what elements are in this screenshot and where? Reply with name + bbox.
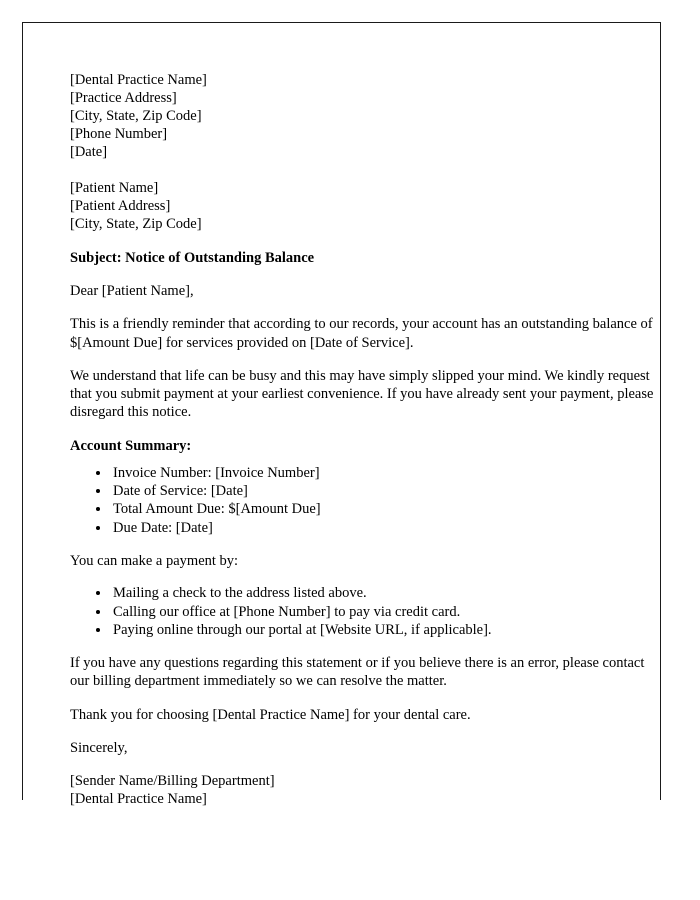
letter-date: [Date] [70, 144, 108, 160]
body-paragraph-1: This is a friendly reminder that according to our records, your account has an outstanding balance of $[Amount Due] for services provided on [Date of Service]. [70, 316, 653, 351]
recipient-patient-address: [Patient Address] [70, 198, 171, 214]
list-item: • Due Date: [Date] [111, 519, 658, 537]
body-paragraph-4: Thank you for choosing [Dental Practice Name] for your dental care. [70, 706, 471, 723]
account-summary-heading: Account Summary: [70, 437, 192, 454]
body-paragraph-2: We understand that life can be busy and this may have simply slipped your mind. We kindly request that you submit payment at your earliest convenience. If you have already sent your payment, please disregard this notice. [70, 367, 654, 421]
list-item: • Total Amount Due: $[Amount Due] [111, 500, 658, 518]
signature-practice-name: [Dental Practice Name] [70, 791, 207, 808]
recipient-address-block [70, 179, 658, 233]
signature-block [70, 772, 658, 808]
address-spacer [70, 161, 658, 179]
sender-practice-name: [Dental Practice Name] [70, 72, 207, 88]
list-item: • Date of Service: [Date] [111, 482, 658, 500]
body-paragraph-3: If you have any questions regarding this statement or if you believe there is an error, please contact our billing department immediately so we can resolve the matter. [70, 655, 645, 690]
account-summary-list [70, 464, 658, 537]
payment-methods-list [70, 584, 658, 639]
document-page-border [22, 22, 661, 808]
sender-city-state-zip: [City, State, Zip Code] [70, 108, 202, 124]
recipient-patient-name: [Patient Name] [70, 180, 159, 196]
sender-name-department: [Sender Name/Billing Department] [70, 773, 275, 790]
list-item: • Calling our office at [Phone Number] to pay via credit card. [111, 603, 658, 621]
sender-address-block [70, 71, 658, 161]
letter-content [70, 71, 658, 808]
closing-salutation: Sincerely, [70, 740, 128, 757]
list-item: • Paying online through our portal at [Website URL, if applicable]. [111, 621, 658, 639]
list-item: • Invoice Number: [Invoice Number] [111, 464, 658, 482]
payment-methods-intro: You can make a payment by: [70, 552, 239, 569]
list-item: • Mailing a check to the address listed above. [111, 584, 658, 602]
sender-practice-address: [Practice Address] [70, 90, 177, 106]
salutation: Dear [Patient Name], [70, 283, 194, 299]
recipient-city-state-zip: [City, State, Zip Code] [70, 216, 202, 232]
sender-phone-number: [Phone Number] [70, 126, 168, 142]
subject-line: Subject: Notice of Outstanding Balance [70, 250, 315, 266]
